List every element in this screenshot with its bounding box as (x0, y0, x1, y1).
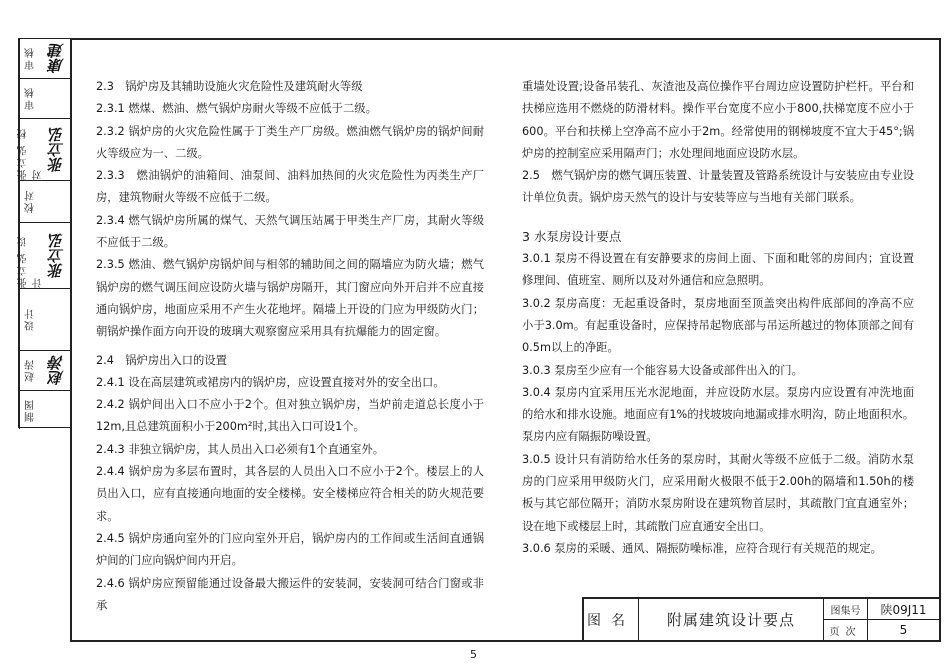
section-heading: 2.3 锅炉房及其辅助设施火灾危险性及建筑耐火等级 (96, 80, 363, 93)
approval-signature: 赵涛 (47, 355, 66, 386)
approval-role: 张立弘 设计 (19, 223, 42, 288)
approval-role: 设计 (19, 289, 42, 350)
left-text-column (96, 76, 484, 617)
approval-row (19, 289, 71, 351)
approval-role: 审核 (19, 79, 42, 118)
clause: 2.3.5 燃油、燃气锅炉房锅炉间与相邻的辅助间之间的隔墙应为防火墙；燃气锅炉房的燃气调压间应设防火墙与锅炉房隔开，其门窗应向外开启并不应直接通向锅炉房，地面应采用不产生火花地坪。隔墙上开设的门应为甲级防火门；朝锅炉操作面方向开设的玻璃大观察窗应采用具有抗爆能力的固定窗。 (96, 258, 484, 339)
clause: 2.5 燃气锅炉房的燃气调压装置、计量装置及管路系统设计与安装应由专业设计单位负责。锅炉房天然气的设计与安装等应与当地有关部门联系。 (522, 169, 914, 205)
approval-row (19, 391, 71, 429)
clause: 2.3.1 燃煤、燃油、燃气锅炉房耐火等级不应低于二级。 (96, 102, 377, 116)
approval-strip (18, 38, 70, 428)
approval-row (19, 223, 71, 289)
clause: 3.0.4 泵房内宜采用压光水泥地面，并应设防水层。泵房内应设置有冲洗地面的给水和排水设施。地面应有1%的找坡坡向地漏或排水明沟，防止地面积水。泵房内应有隔振防噪设置。 (522, 385, 914, 444)
clause: 2.3.3 燃油锅炉的油箱间、油泵间、油料加热间的火灾危险性为丙类生产厂房，建筑物耐火等级不应低于二级。 (96, 169, 484, 205)
clause: 3.0.3 泵房至少应有一个能容易大设备或部件出入的门。 (522, 363, 803, 377)
clause: 3.0.2 泵房高度：无起重设备时，泵房地面至顶盖突出构件底部间的净高不应小于3.0m。有起重设备时，应保持吊起物底部与吊运所越过的物体顶部之间有0.5m以上的净距。 (522, 296, 914, 355)
clause: 2.3.2 锅炉房的火灾危险性属于丁类生产厂房级。燃油燃气锅炉房的锅炉间耐火等级应为一、二级。 (96, 124, 484, 160)
approval-role: 校对 (19, 181, 42, 222)
clause: 2.4.6 锅炉房应预留能通过设备最大搬运件的安装洞，安装洞可结合门窗或非承 (96, 576, 484, 612)
drawing-title: 附属建筑设计要点 (639, 599, 824, 640)
approval-signature (43, 181, 69, 222)
clause: 2.4.2 锅炉间出入口不应小于2个。但对独立锅炉房，当炉前走道总长度小于12m,且总建筑面积小于200m²时,其出入口可设1个。 (96, 398, 484, 434)
approval-signature: 康建 (47, 43, 66, 74)
approval-row (19, 79, 71, 119)
approval-signature (43, 79, 69, 118)
approval-role: 张立弘 校对 (19, 119, 42, 180)
drawing-name-label: 图名 (584, 599, 639, 640)
clause: 2.4.1 设在高层建筑或裙房内的锅炉房，应设置直接对外的安全出口。 (96, 375, 445, 389)
section-heading: 2.4 锅炉房出入口的设置 (96, 353, 227, 367)
atlas-number-value: 陕09J11 (868, 599, 939, 620)
approval-row (19, 181, 71, 223)
atlas-number-label: 图集号 (824, 599, 868, 620)
page-label: 页次 (824, 620, 868, 640)
clause: 3.0.5 设计只有消防给水任务的泵房时，其耐火等级不应低于二级。消防水泵房的门应采用甲级防火门，应采用耐火极限不低于2.00h的隔墙和1.50h的楼板与其它部位隔开；消防水泵房附设在建筑物首层时，其疏散门宜直通室外；设在地下或楼层上时，其疏散门应直通安全出口。 (522, 452, 914, 533)
approval-role: 制图 (19, 391, 42, 429)
approval-role: 审核 (19, 39, 42, 78)
clause: 2.4.3 非独立锅炉房，其人员出入口必须有1个直通室外。 (96, 442, 385, 456)
approval-signature: 张立弘 (47, 127, 66, 172)
approval-signature: 张立弘 (47, 233, 66, 278)
clause: 3.0.6 泵房的采暖、通风、隔振防噪标准，应符合现行有关规范的规定。 (522, 541, 882, 555)
clause: 2.3.4 燃气锅炉房所属的煤气、天然气调压站属于甲类生产厂房，其耐火等级不应低于二级。 (96, 213, 484, 250)
clause: 重墙处设置;设备吊装孔、灰渣池及高位操作平台周边应设置防护栏杆。平台和扶梯应选用不燃烧的防滑材料。操作平台宽度不应小于800,扶梯宽度不应小于600。平台和扶梯上空净高不应小于2m。经常使用的钢梯坡度不宜大于45°;锅炉房的控制室应采用隔声门；水处理间地面应设防水层。 (522, 80, 914, 160)
page-number: 5 (470, 648, 477, 661)
approval-row (19, 351, 71, 391)
approval-row (19, 39, 71, 79)
approval-signature (43, 289, 69, 350)
clause: 3.0.1 泵房不得设置在有安静要求的房间上面、下面和毗邻的房间内；宜设置修理间、值班室、厕所以及对外通信和应急照明。 (522, 252, 914, 288)
right-text-column (522, 76, 914, 560)
approval-role: 赵涛 (19, 351, 42, 390)
approval-signature (43, 391, 69, 429)
approval-row (19, 119, 71, 181)
clause: 2.4.5 锅炉房通向室外的门应向室外开启，锅炉房内的工作间或生活间直通锅炉间的门应向锅炉间内开启。 (96, 531, 484, 568)
title-block (582, 597, 939, 640)
section-heading: 3 水泵房设计要点 (522, 228, 622, 244)
clause: 2.4.4 锅炉房为多层布置时，其各层的人员出入口不应小于2个。楼层上的人员出入口，应有直接通向地面的安全楼梯。安全楼梯应符合相关的防火规范要求。 (96, 465, 484, 523)
page-value: 5 (899, 623, 908, 637)
